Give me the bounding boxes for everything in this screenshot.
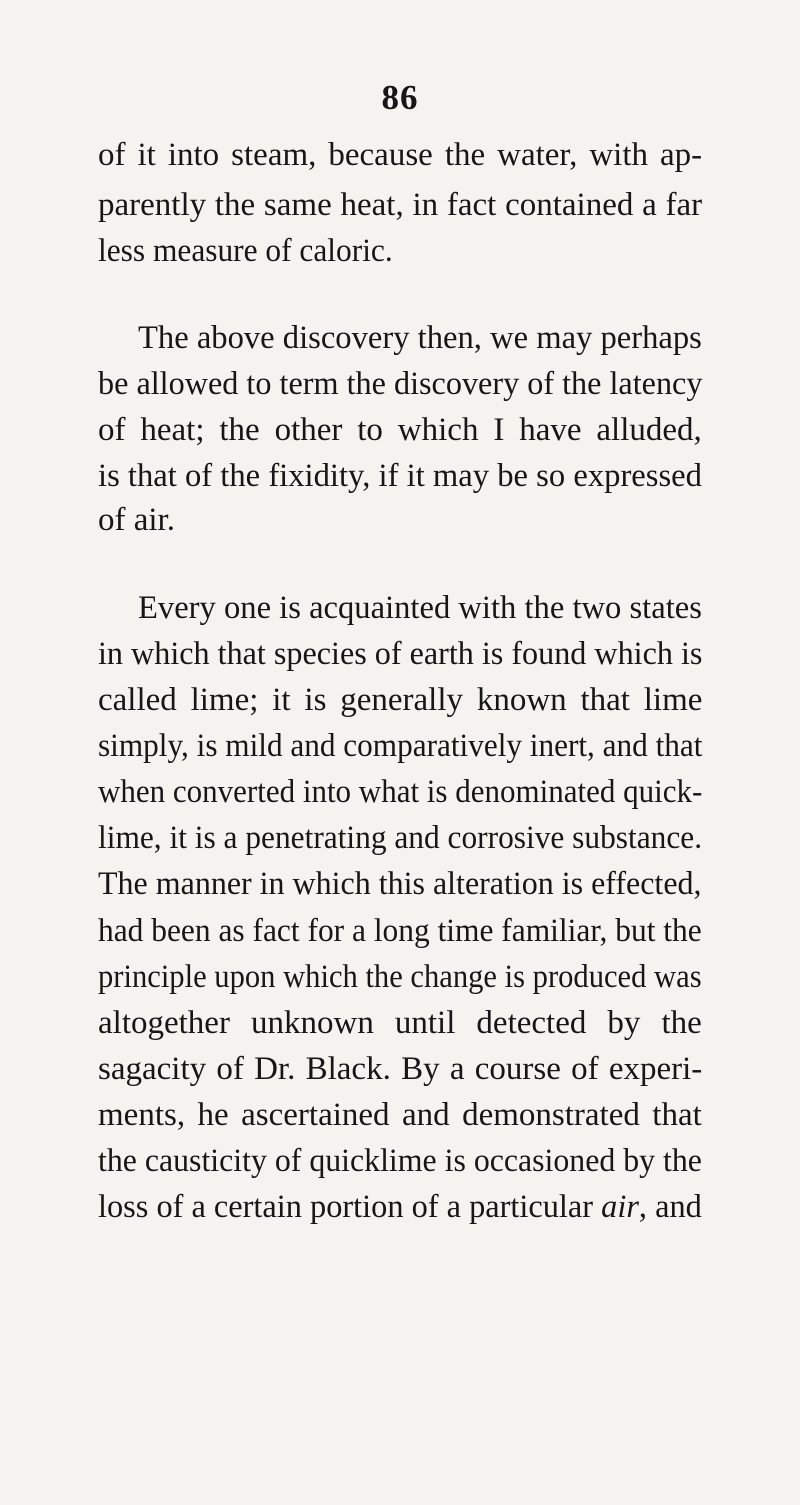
text-line: The above discovery then, we may perhaps [138,320,702,356]
text-line: called lime; it is generally known that lime [98,682,703,718]
text-line: the causticity of quicklime is occasioned by the [98,1143,702,1179]
text-line: simply, is mild and comparatively inert, and that [98,728,703,764]
text-line: of air. [98,502,175,538]
text-line: in which that species of earth is found which is [98,636,703,672]
text-line: sagacity of Dr. Black. By a course of experi- [98,1051,703,1087]
page-number: 86 [381,78,419,117]
text-line: of heat; the other to which I have alluded, [98,412,702,448]
text-line: principle upon which the change is produced was [98,959,702,995]
text-line: ments, he ascertained and demonstrated that [98,1097,702,1133]
text-line: Every one is acquainted with the two states [138,590,702,626]
line-text-end: , and [638,1189,702,1225]
text-line [98,1191,702,1224]
text-line: be allowed to term the discovery of the latency [98,366,703,402]
text-line: altogether unknown until detected by the [98,1005,702,1041]
text-line: parently the same heat, in fact contained a far [98,187,703,223]
text-line: of it into steam, because the water, with ap- [98,137,703,173]
text-line: when converted into what is denominated quick- [98,774,703,810]
line-text: loss of a certain portion of a particular [98,1189,594,1225]
text-line: had been as fact for a long time familiar, but the [98,913,702,949]
text-line: less measure of caloric. [98,233,393,269]
text-line: The manner in which this alteration is effected, [98,866,702,902]
text-line: lime, it is a penetrating and corrosive substance. [98,820,703,856]
italic-word: air [601,1189,639,1225]
text-line: is that of the fixidity, if it may be so expressed [98,458,702,494]
